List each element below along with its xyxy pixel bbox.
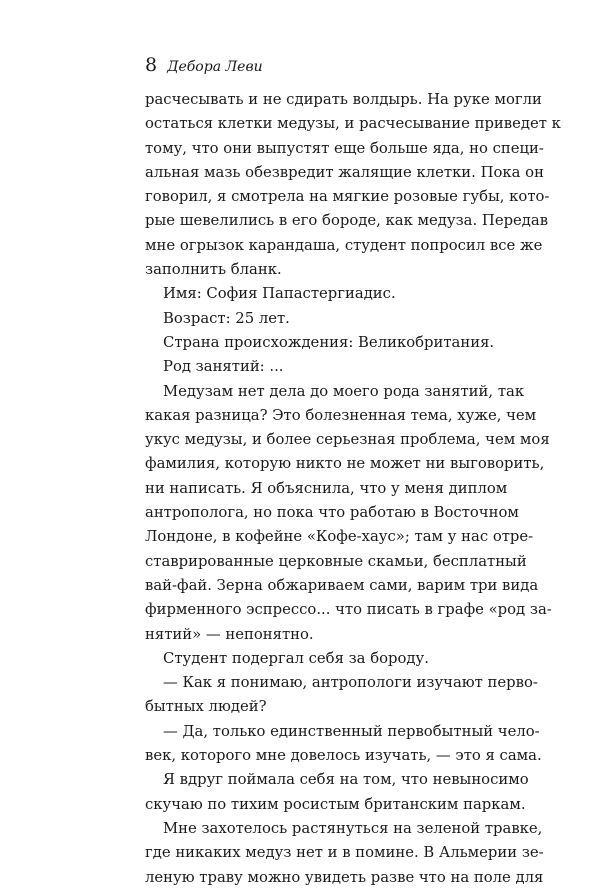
text-line: мне огрызок карандаша, студент попросил все же bbox=[145, 236, 543, 254]
text-line: Медузам нет дела до моего рода занятий, так bbox=[163, 382, 525, 400]
text-line: Лондоне, в кофейне «Кофе-хаус»; там у нас отре- bbox=[145, 528, 534, 546]
text-line: фамилия, которую никто не может ни выговорить, bbox=[145, 455, 545, 473]
text-line: век, которого мне довелось изучать, — это я сама. bbox=[145, 747, 542, 765]
text-line: Мне захотелось растянуться на зеленой травке, bbox=[163, 819, 543, 837]
text-line: Род занятий: ... bbox=[163, 358, 284, 376]
text-line: нятий» — непонятно. bbox=[145, 625, 314, 643]
text-line: леную траву можно увидеть разве что на поле для bbox=[145, 868, 544, 886]
text-line: рые шевелились в его бороде, как медуза. Передав bbox=[145, 212, 549, 230]
body-text bbox=[145, 88, 561, 890]
text-line: — Как я понимаю, антропологи изучают перво- bbox=[163, 674, 538, 692]
text-line: укус медузы, и более серьезная проблема, чем моя bbox=[145, 431, 550, 449]
text-line: ни написать. Я объяснила, что у меня диплом bbox=[145, 479, 508, 497]
text-line: расчесывать и не сдирать волдырь. На руке могли bbox=[145, 91, 542, 108]
text-line: антрополога, но пока что работаю в Восточном bbox=[145, 504, 519, 522]
text-line: Я вдруг поймала себя на том, что невыносимо bbox=[163, 771, 529, 789]
text-line: остаться клетки медузы, и расчесывание приведет к bbox=[145, 115, 561, 133]
text-line: фирменного эспрессо... что писать в графе «род за- bbox=[145, 601, 552, 619]
text-line: бытных людей? bbox=[145, 698, 267, 716]
text-line: Страна происхождения: Великобритания. bbox=[163, 333, 495, 351]
text-line: какая разница? Это болезненная тема, хуже, чем bbox=[145, 406, 537, 424]
text-line: говорил, я смотрела на мягкие розовые губы, кото- bbox=[145, 188, 550, 206]
text-line: где никаких медуз нет и в помине. В Альмерии зе- bbox=[145, 844, 544, 862]
text-line: Имя: София Папастергиадис. bbox=[163, 285, 396, 303]
text-line: Возраст: 25 лет. bbox=[163, 309, 290, 327]
running-head-author: Дебора Леви bbox=[167, 59, 263, 75]
text-line: Студент подергал себя за бороду. bbox=[163, 649, 429, 667]
text-line: тому, что они выпустят еще больше яда, но специ- bbox=[145, 139, 544, 157]
text-line: альная мазь обезвредит жалящие клетки. Пока он bbox=[145, 163, 544, 181]
text-line: ставрированные церковные скамьи, бесплатный bbox=[145, 552, 527, 570]
page-header bbox=[145, 56, 263, 75]
text-line: — Да, только единственный первобытный чело- bbox=[163, 722, 540, 740]
text-line: заполнить бланк. bbox=[145, 261, 282, 279]
text-line: вай-фай. Зерна обжариваем сами, варим три вида bbox=[145, 576, 539, 594]
text-line: скучаю по тихим росистым британским паркам. bbox=[145, 795, 526, 813]
page-number: 8 bbox=[145, 54, 158, 76]
